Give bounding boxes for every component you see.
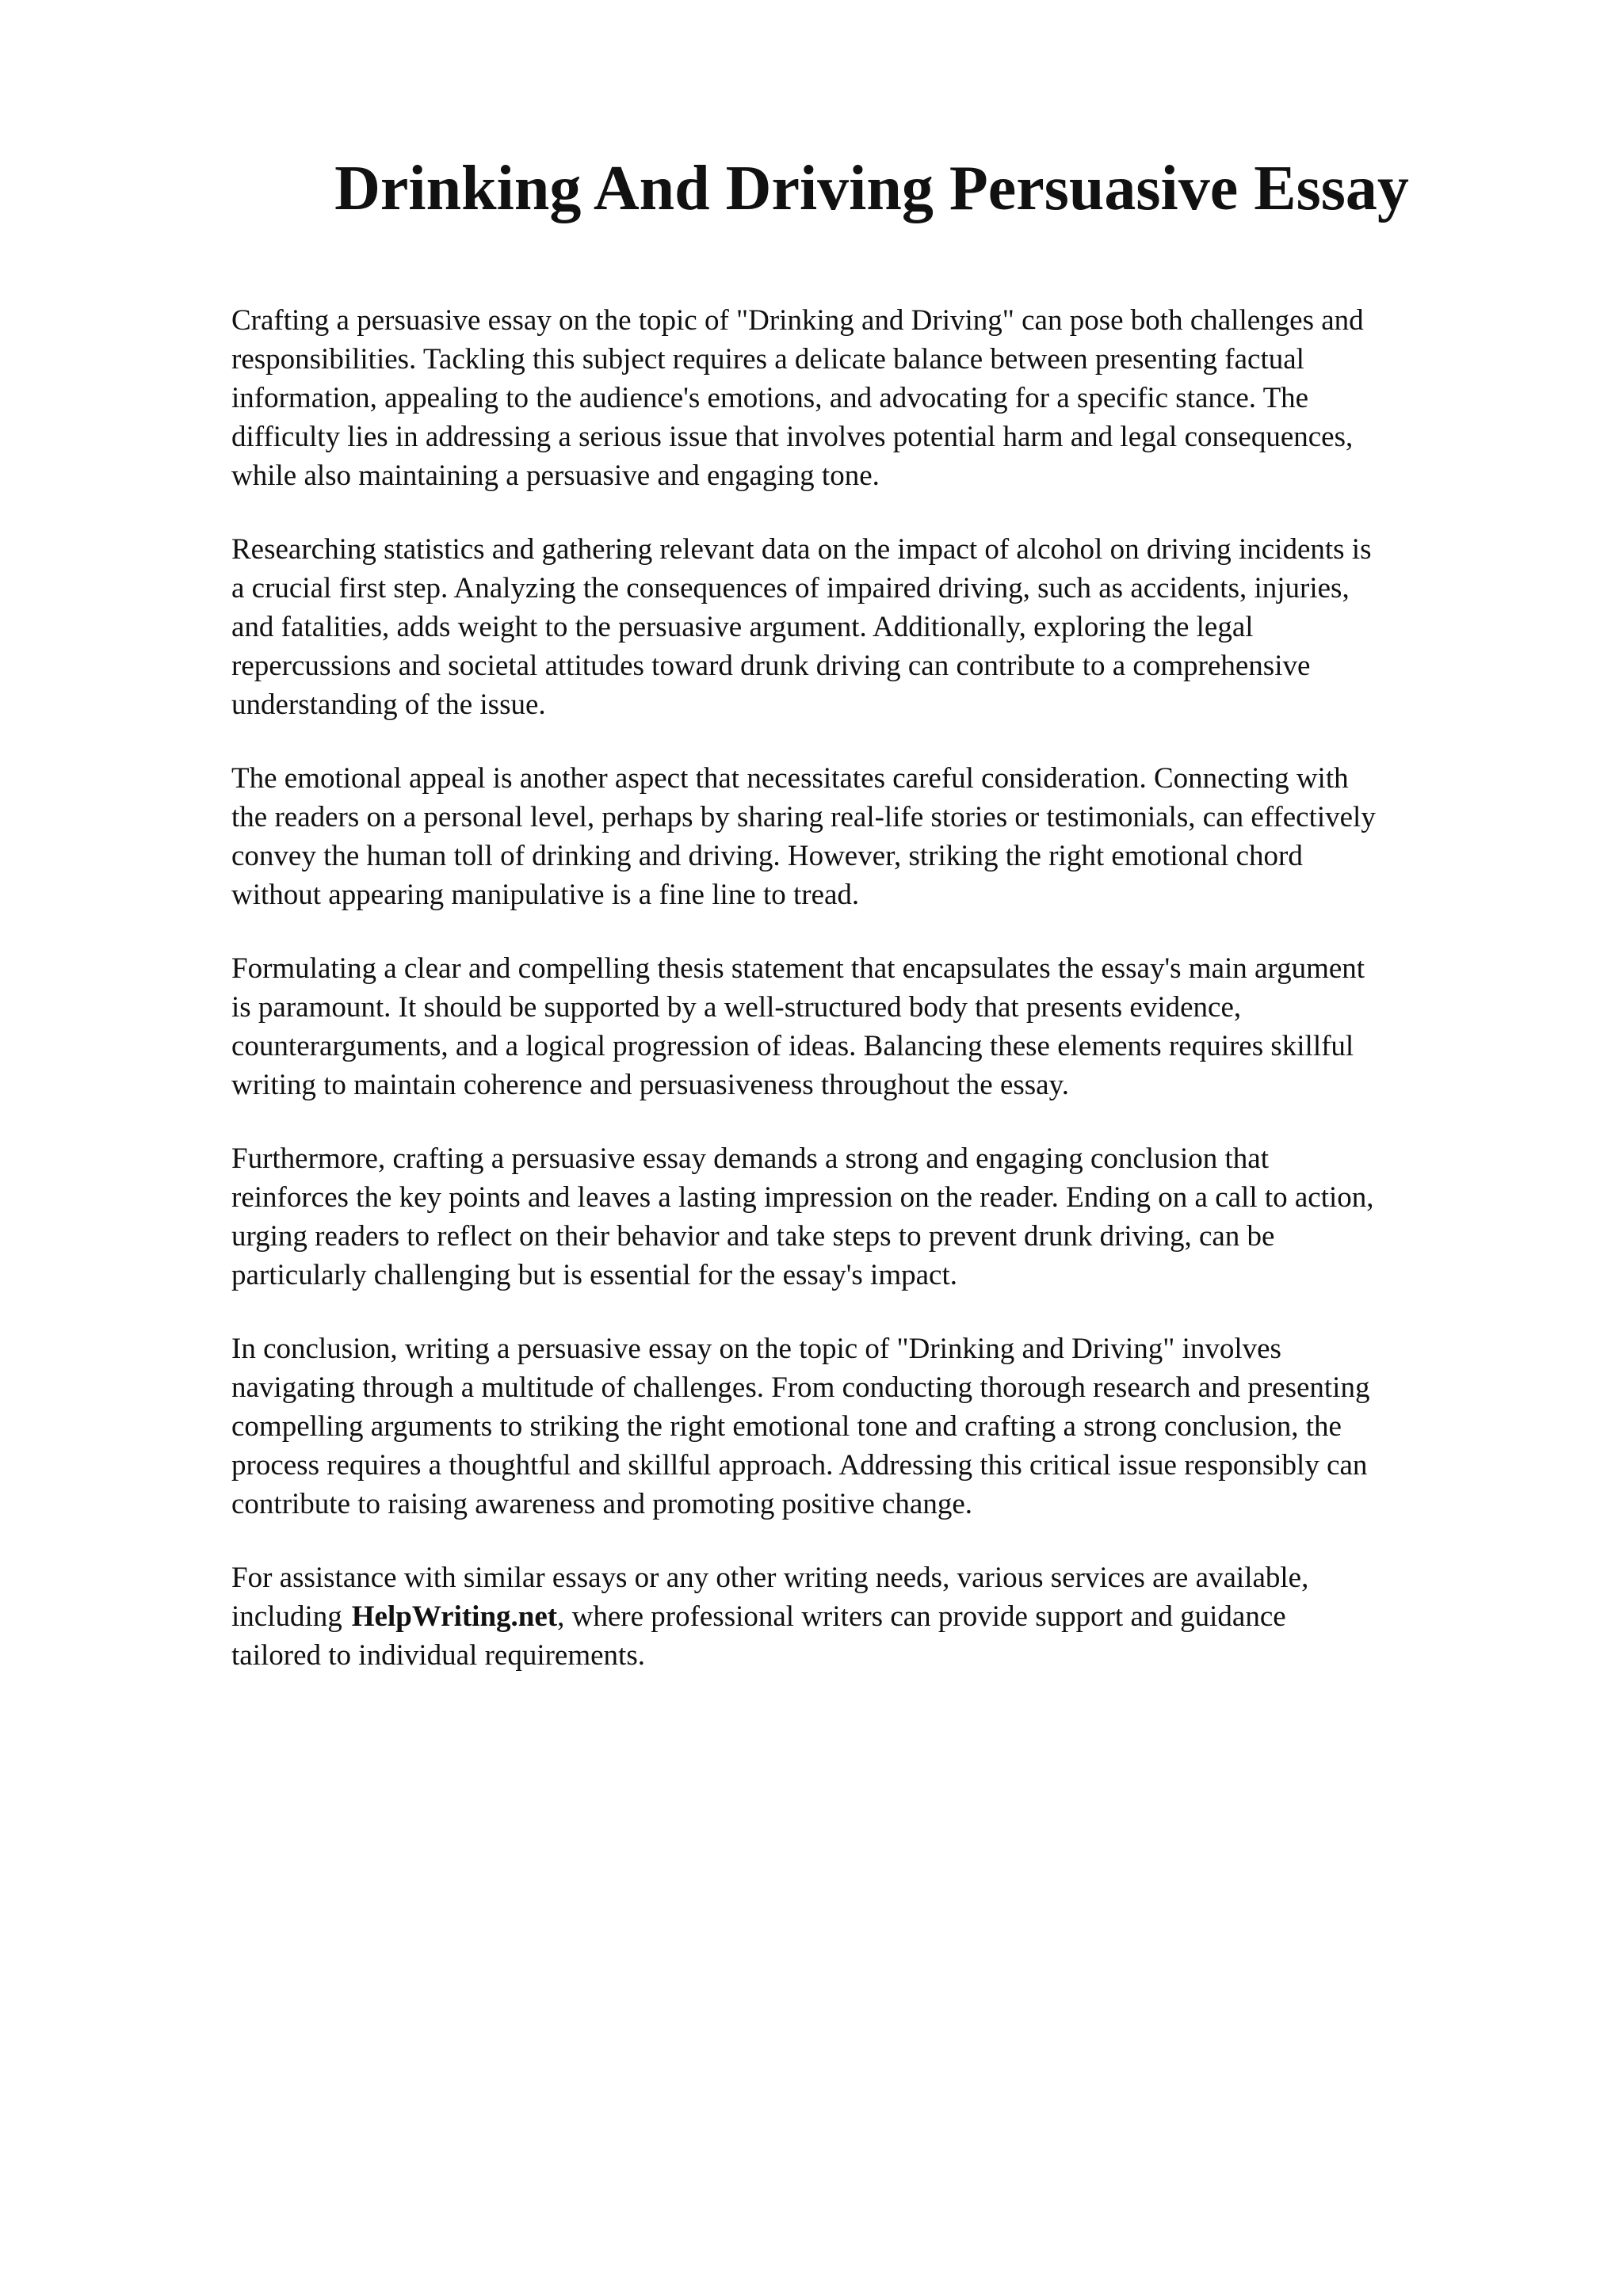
text-line: reinforces the key points and leaves a lasting impression on the reader. Ending on a call to action,	[231, 1181, 1374, 1214]
text-line: process requires a thoughtful and skillful approach. Addressing this critical issue responsibly can	[231, 1449, 1368, 1482]
paragraph-closing	[231, 1558, 1531, 1675]
text-line: Crafting a persuasive essay on the topic of "Drinking and Driving" can pose both challenges and	[231, 304, 1364, 337]
text-line: In conclusion, writing a persuasive essay on the topic of "Drinking and Driving" involves	[231, 1333, 1281, 1365]
paragraph-5	[231, 1139, 1531, 1295]
text-line: responsibilities. Tackling this subject requires a delicate balance between presenting factual	[231, 343, 1304, 376]
text-line: Furthermore, crafting a persuasive essay demands a strong and engaging conclusion that	[231, 1142, 1270, 1175]
paragraph-2	[231, 530, 1531, 724]
text-line: while also maintaining a persuasive and engaging tone.	[231, 460, 880, 492]
text-line: particularly challenging but is essential for the essay's impact.	[231, 1259, 957, 1291]
text-line: without appearing manipulative is a fine line to tread.	[231, 879, 860, 911]
including-text: including	[231, 1600, 342, 1633]
paragraph-4	[231, 949, 1531, 1104]
text-line: For assistance with similar essays or any other writing needs, various services are available,	[231, 1562, 1309, 1594]
text-line: a crucial first step. Analyzing the consequences of impaired driving, such as accidents, injuries,	[231, 572, 1350, 605]
text-line: information, appealing to the audience's emotions, and advocating for a specific stance. The	[231, 382, 1309, 414]
helpwriting-link[interactable]: HelpWriting.net	[351, 1600, 558, 1633]
text-line: is paramount. It should be supported by a well-structured body that presents evidence,	[231, 991, 1242, 1024]
title-container	[317, 149, 1426, 228]
essay-body	[231, 301, 1531, 1710]
page-title: Drinking And Driving Persuasive Essay	[334, 154, 1409, 223]
text-line: the readers on a personal level, perhaps by sharing real-life stories or testimonials, can effectively	[231, 801, 1376, 833]
text-line: and fatalities, adds weight to the persuasive argument. Additionally, exploring the legal	[231, 611, 1254, 643]
text-line: difficulty lies in addressing a serious issue that involves potential harm and legal consequences,	[231, 421, 1354, 453]
text-line: Formulating a clear and compelling thesis statement that encapsulates the essay's main argument	[231, 952, 1365, 985]
text-line: compelling arguments to striking the right emotional tone and crafting a strong conclusion, the	[231, 1410, 1342, 1443]
text-line: counterarguments, and a logical progression of ideas. Balancing these elements requires skillful	[231, 1030, 1354, 1062]
paragraph-3	[231, 759, 1531, 914]
paragraph-6	[231, 1329, 1531, 1524]
text-line: The emotional appeal is another aspect that necessitates careful consideration. Connecting with	[231, 762, 1349, 795]
text-line-with-link	[231, 1597, 1531, 1636]
text-line: convey the human toll of drinking and driving. However, striking the right emotional chord	[231, 840, 1303, 872]
text-line: tailored to individual requirements.	[231, 1639, 645, 1672]
text-line: contribute to raising awareness and promoting positive change.	[231, 1488, 973, 1520]
text-line: repercussions and societal attitudes toward drunk driving can contribute to a comprehensive	[231, 650, 1311, 682]
paragraph-1	[231, 301, 1531, 495]
text-line: understanding of the issue.	[231, 688, 546, 721]
closing-suffix-text: , where professional writers can provide support and guidance	[557, 1600, 1286, 1633]
text-line: urging readers to reflect on their behavior and take steps to prevent drunk driving, can be	[231, 1220, 1275, 1253]
text-line: navigating through a multitude of challenges. From conducting thorough research and presenting	[231, 1371, 1370, 1404]
text-line: Researching statistics and gathering relevant data on the impact of alcohol on driving incidents is	[231, 533, 1372, 566]
text-line: writing to maintain coherence and persuasiveness throughout the essay.	[231, 1069, 1069, 1101]
